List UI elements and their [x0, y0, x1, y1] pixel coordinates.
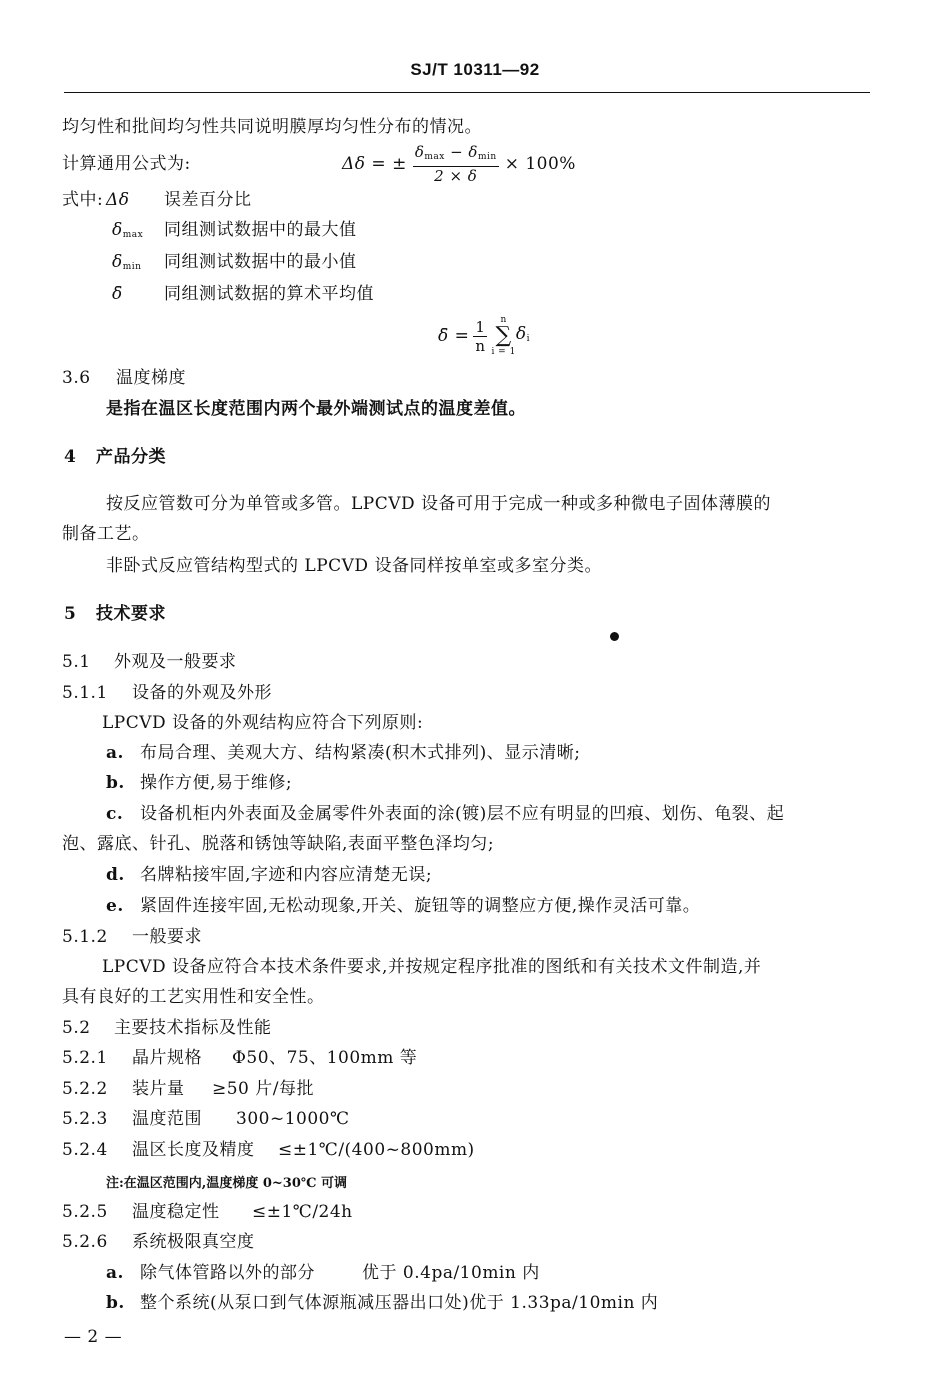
- s4-paragraph-1a: 按反应管数可分为单管或多管。LPCVD 设备可用于完成一种或多种微电子固体薄膜的: [106, 494, 772, 514]
- s51-title: 外观及一般要求: [114, 652, 237, 672]
- s511-d-mark: d.: [106, 865, 125, 885]
- s4-paragraph-1b: 制备工艺。: [62, 524, 150, 544]
- mean-term: [516, 323, 530, 350]
- s511-a-text: 布局合理、美观大方、结构紧凑(积木式排列)、显示清晰;: [140, 743, 581, 763]
- mean-fraction: [473, 318, 487, 355]
- intro-line: 均匀性和批间均匀性共同说明膜厚均匀性分布的情况。: [62, 117, 482, 137]
- sum-upper: n: [500, 315, 507, 325]
- symbol-max-sub: max: [122, 230, 144, 240]
- where-desc-delta: 误差百分比: [164, 190, 252, 210]
- s511-number: 5.1.1: [62, 683, 108, 703]
- s52-title: 主要技术指标及性能: [114, 1018, 272, 1038]
- mean-formula: [438, 312, 530, 360]
- s511-title: 设备的外观及外形: [132, 683, 272, 703]
- s525-name: 温度稳定性: [132, 1202, 220, 1222]
- s512-body-2: 具有良好的工艺实用性和安全性。: [62, 987, 325, 1007]
- where-symbol-max: [112, 219, 143, 246]
- spec-number: 5.2.2: [62, 1079, 108, 1099]
- s511-intro: LPCVD 设备的外观结构应符合下列原则:: [102, 713, 424, 733]
- spec-value: Φ50、75、100mm 等: [232, 1048, 418, 1068]
- header-rule: [64, 92, 870, 93]
- s36-number: 3.6: [62, 368, 91, 388]
- s511-c-text-2: 泡、露底、针孔、脱落和锈蚀等缺陷,表面平整色泽均匀;: [62, 834, 495, 854]
- spec-number: 5.2.1: [62, 1048, 108, 1068]
- mean-lhs: δ̄ =: [438, 326, 470, 346]
- formula-numerator: [413, 143, 499, 167]
- s512-title: 一般要求: [132, 927, 202, 947]
- where-desc-min: 同组测试数据中的最小值: [164, 252, 357, 272]
- s526-b-mark: b.: [106, 1293, 125, 1313]
- spec-name: 晶片规格: [132, 1048, 202, 1068]
- s525-number: 5.2.5: [62, 1202, 108, 1222]
- document-code: SJ/T 10311—92: [410, 60, 540, 79]
- formula-denominator: 2 × δ: [434, 167, 478, 185]
- s526-b-text: 整个系统(从泵口到气体源瓶减压器出口处)优于 1.33pa/10min 内: [140, 1293, 659, 1313]
- s526-title: 系统极限真空度: [132, 1232, 255, 1252]
- spec-value: ≤±1℃/(400~800mm): [278, 1140, 475, 1160]
- term-sub: i: [526, 333, 530, 344]
- s511-b-text: 操作方便,易于维修;: [140, 773, 293, 793]
- spec-number: 5.2.4: [62, 1140, 108, 1160]
- numerator-max-sub: max: [424, 152, 445, 162]
- s4-number: 4: [64, 447, 77, 467]
- symbol-delta: δ: [112, 252, 123, 272]
- spec-value: ≥50 片/每批: [212, 1079, 315, 1099]
- where-symbol-delta: Δδ: [106, 190, 130, 210]
- s4-paragraph-2: 非卧式反应管结构型式的 LPCVD 设备同样按单室或多室分类。: [106, 556, 602, 576]
- s511-a-mark: a.: [106, 743, 124, 763]
- mean-denominator: n: [475, 336, 486, 355]
- spec-value: 300~1000℃: [236, 1109, 350, 1129]
- s511-d-text: 名牌粘接牢固,字迹和内容应清楚无误;: [140, 865, 433, 885]
- where-label: 式中:: [62, 190, 104, 210]
- symbol-min-sub: min: [122, 262, 142, 272]
- s526-number: 5.2.6: [62, 1232, 108, 1252]
- formula-lhs: Δδ = ±: [342, 154, 407, 174]
- s526-a-value: 优于 0.4pa/10min 内: [362, 1263, 540, 1283]
- s512-number: 5.1.2: [62, 927, 108, 947]
- s52-number: 5.2: [62, 1018, 91, 1038]
- where-desc-mean: 同组测试数据的算术平均值: [164, 284, 374, 304]
- s51-number: 5.1: [62, 652, 91, 672]
- s525-value: ≤±1℃/24h: [252, 1202, 353, 1222]
- note: 注:在温区范围内,温度梯度 0~30℃ 可调: [106, 1176, 347, 1191]
- formula-label: 计算通用公式为:: [62, 154, 191, 174]
- s526-a-mark: a.: [106, 1263, 124, 1283]
- numerator-delta-min: − δ: [444, 143, 478, 161]
- page-number: — 2 —: [64, 1327, 123, 1347]
- sigma-icon: ∑: [495, 323, 512, 348]
- s526-a-text: 除气体管路以外的部分: [140, 1263, 315, 1283]
- s511-e-mark: e.: [106, 896, 124, 916]
- where-symbol-min: [112, 251, 141, 278]
- mean-numerator: 1: [475, 317, 486, 336]
- s511-c-mark: c.: [106, 804, 124, 824]
- numerator-min-sub: min: [477, 152, 497, 162]
- s511-c-text-1: 设备机柜内外表面及金属零件外表面的涂(镀)层不应有明显的凹痕、划伤、龟裂、起: [140, 804, 785, 824]
- where-symbol-mean: δ̄: [112, 284, 123, 304]
- term-delta: δ: [515, 323, 527, 344]
- where-desc-max: 同组测试数据中的最大值: [164, 220, 357, 240]
- s512-body-1: LPCVD 设备应符合本技术条件要求,并按规定程序批准的图纸和有关技术文件制造,并: [102, 957, 762, 977]
- spec-number: 5.2.3: [62, 1109, 108, 1129]
- s5-number: 5: [64, 604, 77, 624]
- s4-title: 产品分类: [96, 447, 166, 467]
- s36-title: 温度梯度: [116, 368, 186, 388]
- spec-name: 温区长度及精度: [132, 1140, 255, 1160]
- bullet-dot: [610, 632, 619, 641]
- s5-title: 技术要求: [96, 604, 166, 624]
- formula-rhs: × 100%: [504, 154, 576, 174]
- spec-name: 温度范围: [132, 1109, 202, 1129]
- s36-body: 是指在温区长度范围内两个最外端测试点的温度差值。: [106, 399, 526, 419]
- s511-b-mark: b.: [106, 773, 125, 793]
- error-formula: [342, 138, 576, 190]
- sum-lower: i = 1: [491, 347, 516, 357]
- spec-name: 装片量: [132, 1079, 185, 1099]
- symbol-delta: δ: [112, 220, 123, 240]
- s511-e-text: 紧固件连接牢固,无松动现象,开关、旋钮等的调整应方便,操作灵活可靠。: [140, 896, 701, 916]
- summation: [491, 315, 515, 357]
- numerator-delta-max: δ: [414, 143, 425, 161]
- formula-fraction: [413, 143, 499, 185]
